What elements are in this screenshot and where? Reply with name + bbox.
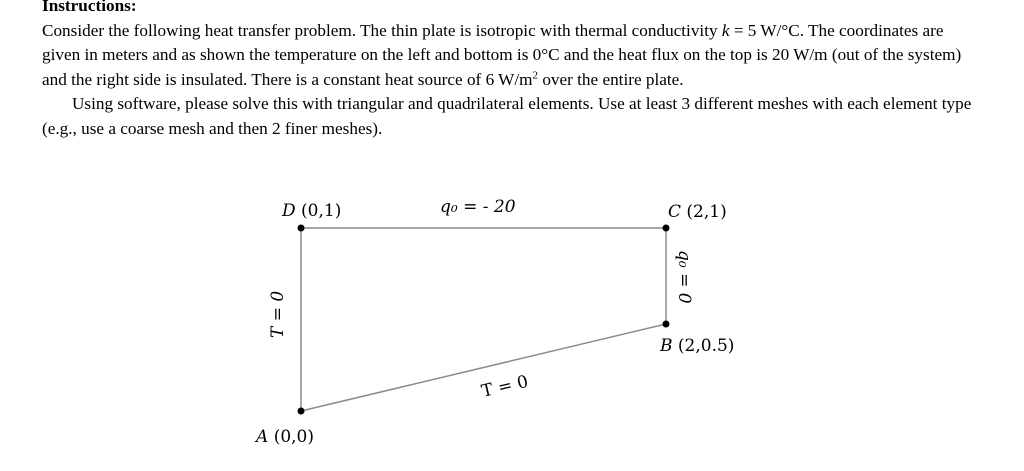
right-boundary-label: q₀ = 0	[674, 250, 694, 304]
point-b	[663, 321, 670, 328]
label-d: D (0,1)	[282, 201, 342, 221]
instructions-paragraph: Using software, please solve this with triangular and quadrilateral elements. Use at least 3 different meshes with each element type (e.g., use a coarse mesh and then 2 finer meshes).	[42, 94, 972, 138]
p1-text: Consider the following heat transfer problem. The thin plate is isotropic with thermal conductivity	[42, 20, 722, 40]
point-c	[663, 225, 670, 232]
left-boundary-label: T = 0	[268, 290, 288, 338]
k-symbol: k	[721, 20, 730, 40]
p1-text-2: = 5 W/°C. The coordinates are given in meters and as shown the temperature on the left and bottom is 0°C and the heat flux on the top is 20 W/m (out of the system) and the right side is insulated. There is a constant heat source of 6 W/m	[42, 20, 962, 89]
top-boundary-label: q₀ = - 20	[440, 197, 516, 217]
p1-end: over the entire plate.	[538, 69, 684, 89]
point-a	[298, 408, 305, 415]
heading: Instructions:	[42, 0, 137, 15]
label-a: A (0,0)	[256, 427, 314, 447]
superscript: 2	[532, 68, 539, 81]
label-c: C (2,1)	[668, 202, 727, 222]
label-b: B (2,0.5)	[660, 336, 735, 356]
bottom-boundary-label: T = 0	[479, 371, 531, 402]
point-d	[298, 225, 305, 232]
